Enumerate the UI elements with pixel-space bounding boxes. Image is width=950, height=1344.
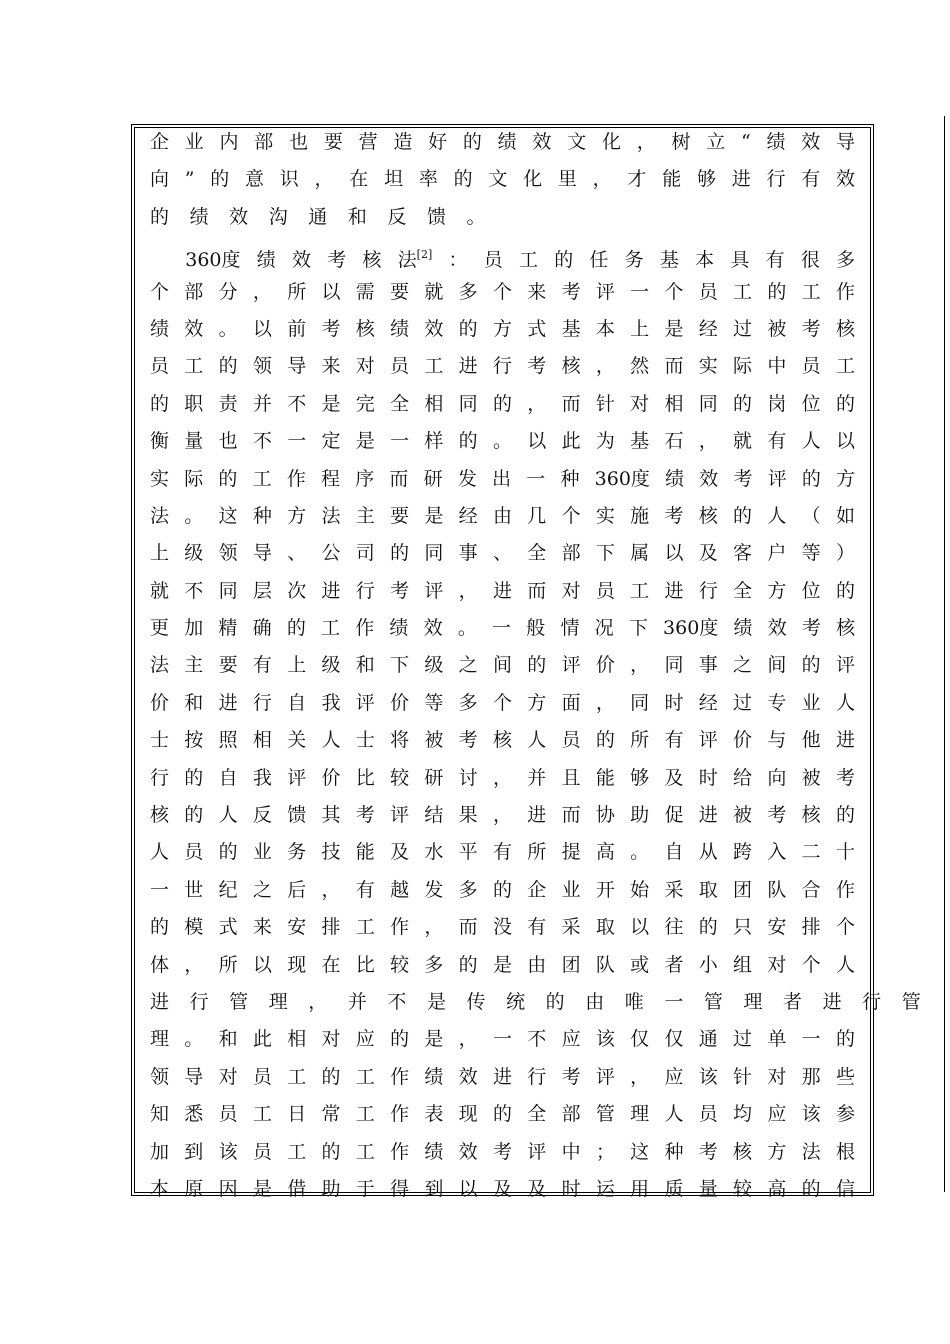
text-line: 体 ， 所 以 现 在 比 较 多 的 是 由 团 队 或 者 小 组 对 个 人 [150, 953, 855, 976]
text-line: 企 业 内 部 也 要 营 造 好 的 绩 效 文 化 ， 树 立 “ 绩 效 导 [150, 131, 856, 153]
text-line: 法 。 这 种 方 法 主 要 是 经 由 几 个 实 施 考 核 的 人 （ 如 [150, 504, 855, 527]
text-line: 理 。 和 此 相 对 应 的 是 ， 一 不 应 该 仅 仅 通 过 单 一 的 [150, 1028, 855, 1051]
text-line: 的 模 式 来 安 排 工 作 ， 而 没 有 采 取 以 往 的 只 安 排 个 [150, 916, 855, 939]
text-line: 更 加 精 确 的 工 作 绩 效 。 一 般 情 况 下 360度 绩 效 考 核 [150, 617, 856, 640]
text-line: 行 的 自 我 评 价 比 较 研 讨 ， 并 且 能 够 及 时 给 向 被 考 [150, 766, 855, 789]
text-line: 绩 效 。 以 前 考 核 绩 效 的 方 式 基 本 上 是 经 过 被 考 核 [150, 317, 855, 340]
text-line: 核 的 人 反 馈 其 考 评 结 果 ， 进 而 协 助 促 进 被 考 核 的 [150, 804, 855, 827]
text-line: 的 职 责 并 不 是 完 全 相 同 的 ， 而 针 对 相 同 的 岗 位 的 [150, 392, 855, 415]
text-line: 知 悉 员 工 日 常 工 作 表 现 的 全 部 管 理 人 员 均 应 该 参 [150, 1103, 855, 1126]
text-line: 法 主 要 有 上 级 和 下 级 之 间 的 评 价 ， 同 事 之 间 的 评 [150, 654, 855, 677]
text-line: 人 员 的 业 务 技 能 及 水 平 有 所 提 高 。 自 从 跨 入 二 十 [150, 841, 855, 864]
text-line: 加 到 该 员 工 的 工 作 绩 效 考 评 中 ； 这 种 考 核 方 法 根 [150, 1140, 855, 1163]
text-line: 价 和 进 行 自 我 评 价 等 多 个 方 面 ， 同 时 经 过 专 业 人 [150, 691, 855, 714]
text-line: 衡 量 也 不 一 定 是 一 样 的 。 以 此 为 基 石 ， 就 有 人 以 [150, 430, 855, 453]
text-line: 本 原 因 是 借 助 于 得 到 以 及 及 时 运 用 质 量 较 高 的 信 [150, 1177, 855, 1200]
document-body [150, 124, 921, 1208]
right-margin-rule [944, 116, 945, 1192]
text-line: 就 不 同 层 次 进 行 考 评 ， 进 而 对 员 工 进 行 全 方 位 的 [150, 579, 855, 602]
text-line: 360度 绩 效 考 核 法[2] ： 员 工 的 任 务 基 本 具 有 很 多 [185, 248, 856, 272]
text-line: 士 按 照 相 关 人 士 将 被 考 核 人 员 的 所 有 评 价 与 他 进 [150, 729, 855, 752]
text-line: 向 ” 的 意 识 ， 在 坦 率 的 文 化 里 ， 才 能 够 进 行 有 效 [150, 168, 856, 191]
text-line: 进 行 管 理 ， 并 不 是 传 统 的 由 唯 一 管 理 者 进 行 管 [150, 990, 921, 1013]
text-line: 领 导 对 员 工 的 工 作 绩 效 进 行 考 评 ， 应 该 针 对 那 些 [150, 1065, 855, 1088]
text-line: 个 部 分 ， 所 以 需 要 就 多 个 来 考 评 一 个 员 工 的 工 作 [150, 280, 855, 303]
text-line: 员 工 的 领 导 来 对 员 工 进 行 考 核 ， 然 而 实 际 中 员 工 [150, 355, 855, 378]
text-line: 上 级 领 导 、 公 司 的 同 事 、 全 部 下 属 以 及 客 户 等 ） [150, 542, 855, 565]
text-line: 实 际 的 工 作 程 序 而 研 发 出 一 种 360度 绩 效 考 评 的 方 [150, 467, 856, 490]
text-line: 一 世 纪 之 后 ， 有 越 发 多 的 企 业 开 始 采 取 团 队 合 作 [150, 878, 855, 901]
text-line: 的 绩 效 沟 通 和 反 馈 。 [150, 205, 486, 228]
